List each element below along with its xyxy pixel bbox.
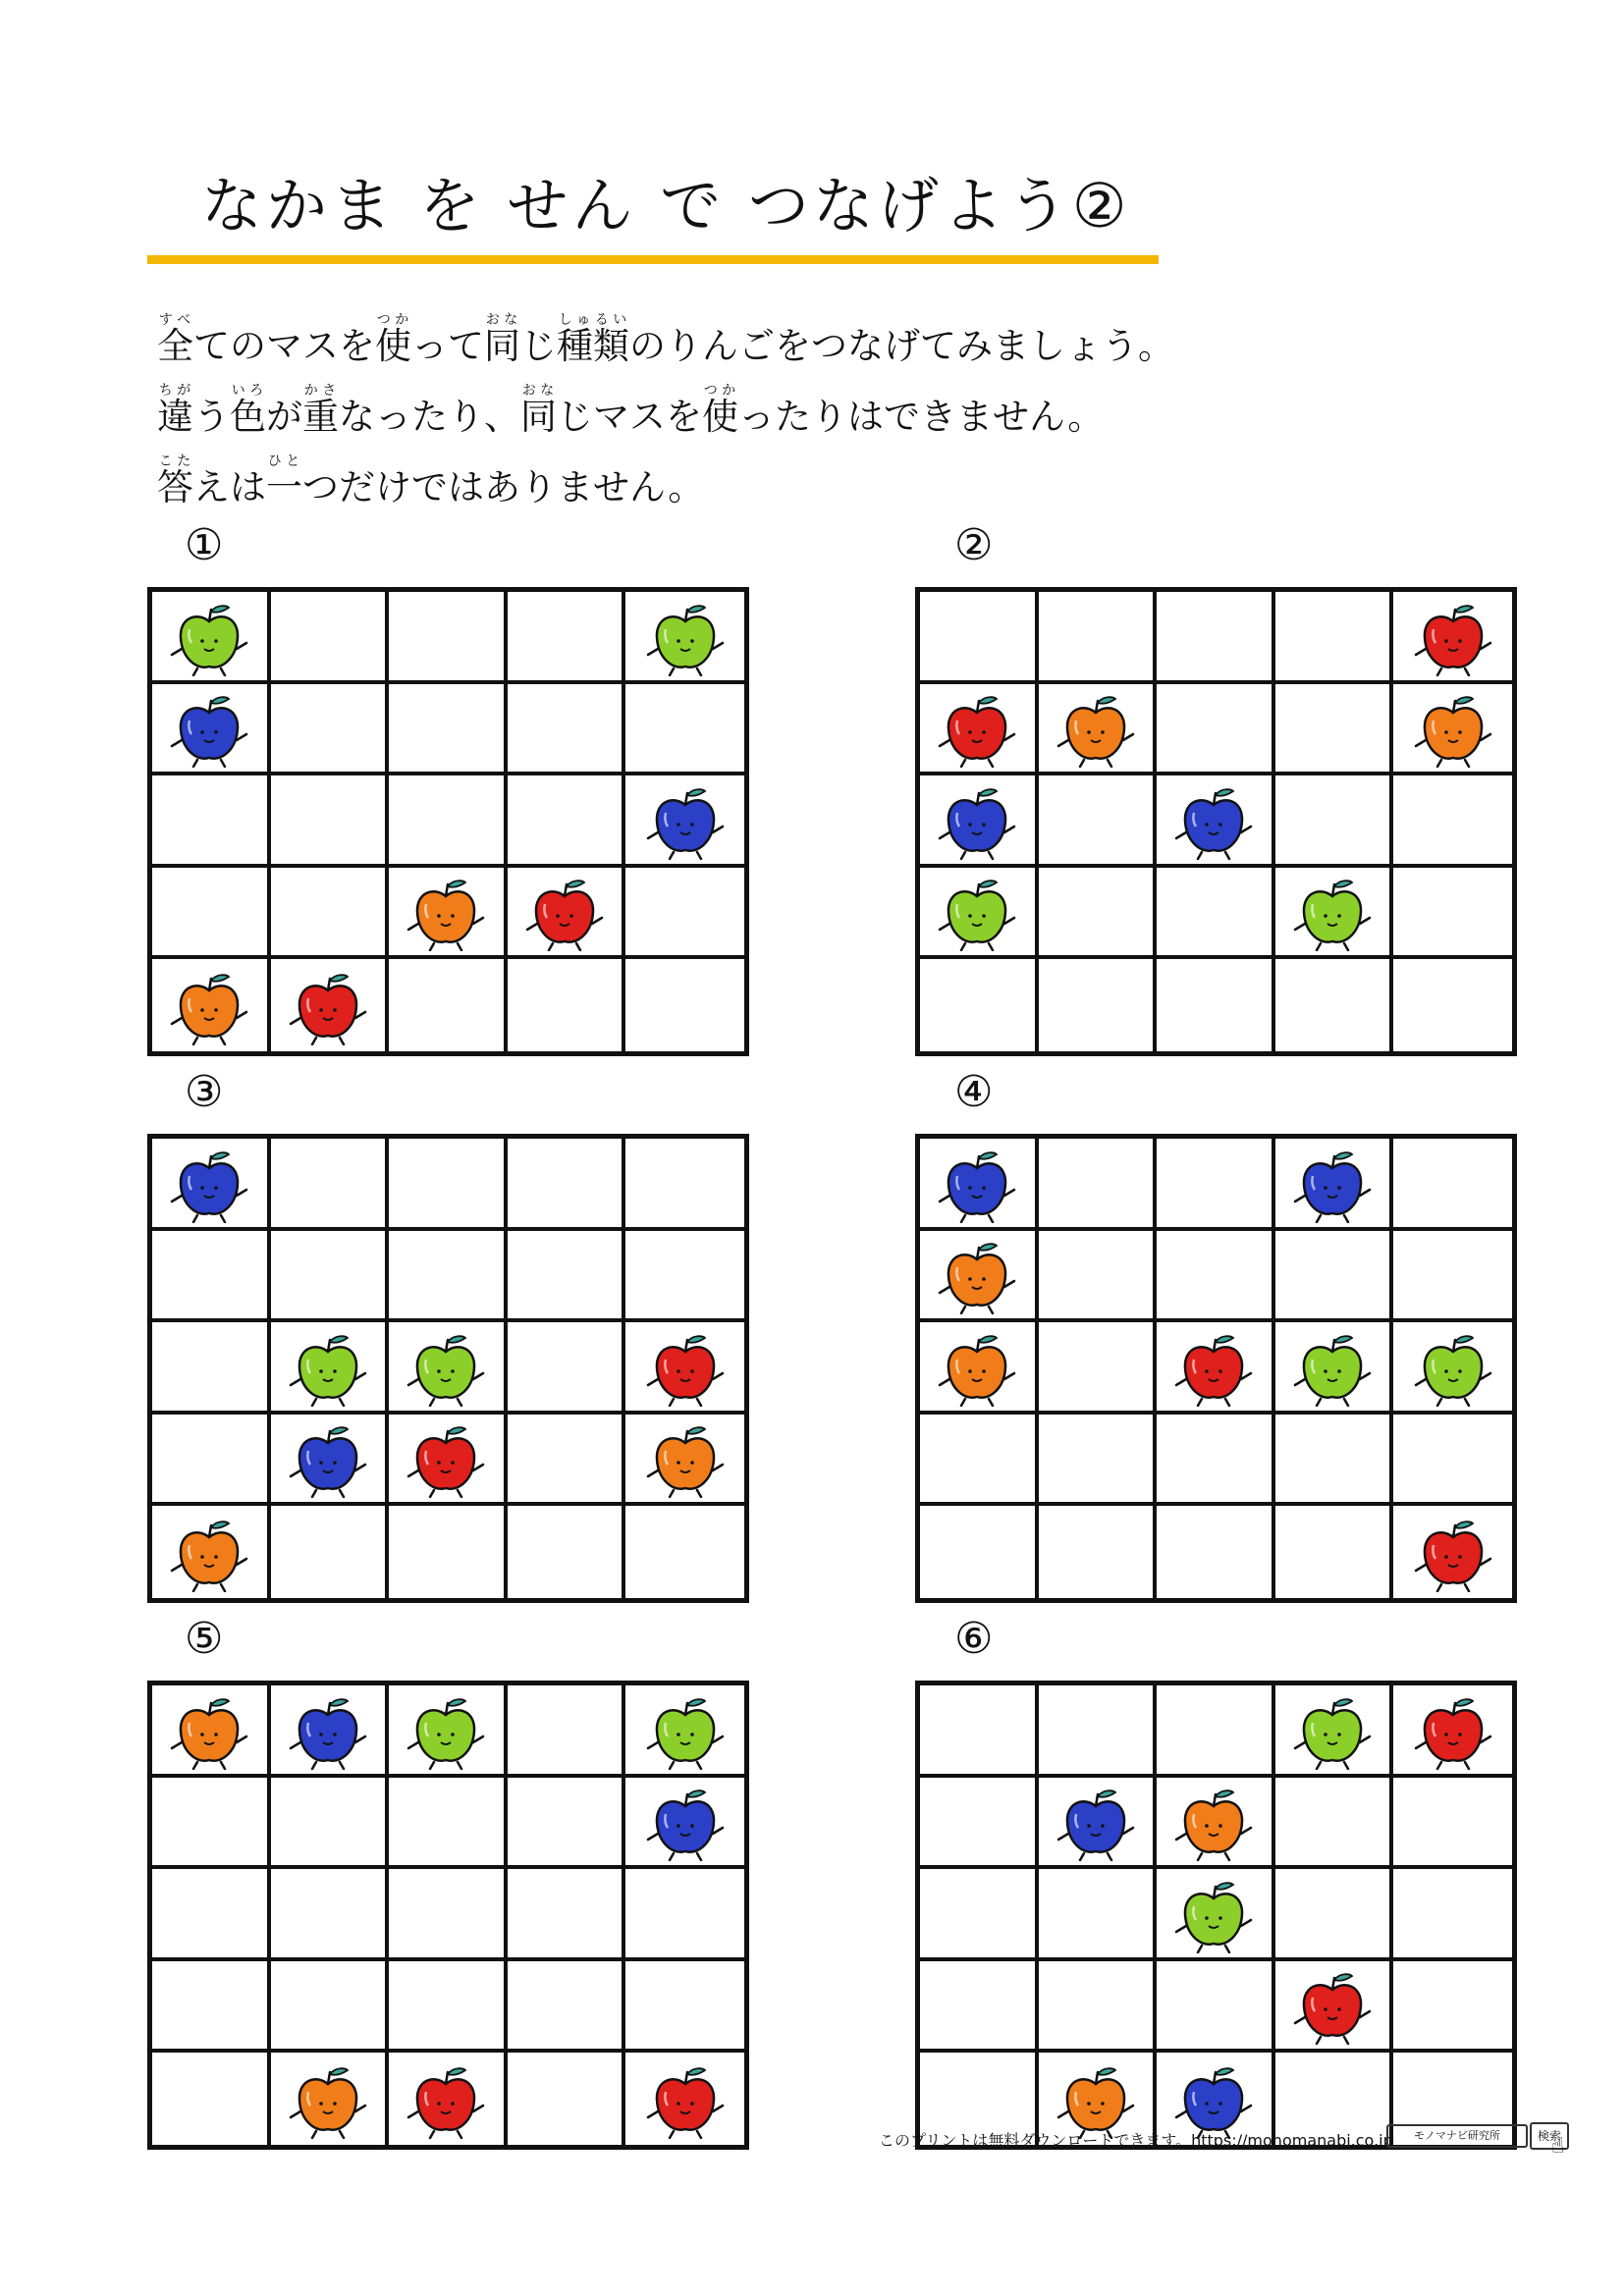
ruby-word: 違ちが (157, 383, 193, 438)
grid-cell[interactable] (1393, 1869, 1512, 1961)
grid-cell[interactable] (625, 1231, 744, 1323)
grid-cell[interactable] (625, 775, 744, 868)
grid-cell[interactable] (389, 1778, 508, 1870)
blue-apple-icon (168, 691, 250, 768)
green-apple-icon (1291, 1330, 1374, 1407)
furigana: こた (157, 454, 193, 469)
grid-cell[interactable] (1039, 868, 1158, 960)
furigana: しゅるい (557, 312, 629, 328)
grid-cell[interactable] (271, 2053, 390, 2145)
red-apple-icon (1412, 1516, 1494, 1592)
grid-cell[interactable] (508, 2053, 626, 2145)
grid-cell[interactable] (1157, 1322, 1275, 1415)
furigana: いろ (230, 383, 266, 399)
red-apple-icon (405, 1421, 487, 1498)
grid-cell[interactable] (625, 1778, 744, 1870)
furigana: すべ (157, 312, 193, 328)
ruby-word: 一ひと (266, 454, 302, 508)
blue-apple-icon (936, 783, 1018, 860)
grid-cell[interactable] (920, 1415, 1039, 1507)
grid-cell[interactable] (389, 868, 508, 960)
blue-apple-icon (168, 1147, 250, 1223)
instruction-text: なったり、 (339, 396, 520, 438)
grid-cell[interactable] (271, 684, 390, 776)
furigana: おな (520, 383, 557, 399)
grid-cell[interactable] (1039, 775, 1158, 868)
orange-apple-icon (168, 1516, 250, 1592)
furigana: ちが (157, 383, 193, 399)
grid-cell[interactable] (920, 592, 1039, 684)
instruction-text: てのマスを (193, 325, 375, 367)
blue-apple-icon (644, 783, 727, 860)
instruction-line-3 (157, 454, 704, 510)
grid-cell[interactable] (1039, 1322, 1158, 1415)
grid-cell[interactable] (625, 1961, 744, 2054)
instruction-text: つだけではありません。 (302, 466, 705, 508)
grid-cell[interactable] (1393, 1231, 1512, 1323)
grid-cell[interactable] (1393, 775, 1512, 868)
grid-cell[interactable] (508, 1322, 626, 1415)
red-apple-icon (1412, 1693, 1494, 1770)
grid-cell[interactable] (389, 1685, 508, 1778)
instruction-text: ったりはできません。 (738, 396, 1105, 438)
green-apple-icon (936, 875, 1018, 951)
grid-cell[interactable] (1039, 592, 1158, 684)
green-apple-icon (287, 1330, 369, 1407)
grid-cell[interactable] (152, 1415, 271, 1507)
grid-cell[interactable] (152, 2053, 271, 2145)
green-apple-icon (405, 1693, 487, 1770)
green-apple-icon (1172, 1877, 1255, 1953)
grid-cell[interactable] (389, 1961, 508, 2054)
grid-cell[interactable] (920, 1961, 1039, 2054)
orange-apple-icon (936, 1238, 1018, 1314)
orange-apple-icon (405, 875, 487, 951)
instruction-line-1 (157, 312, 1174, 369)
grid-cell[interactable] (152, 1685, 271, 1778)
grid-cell[interactable] (152, 868, 271, 960)
grid-cell[interactable] (1039, 1139, 1158, 1231)
grid-cell[interactable] (508, 1869, 626, 1961)
grid-cell[interactable] (508, 1415, 626, 1507)
grid-cell[interactable] (152, 592, 271, 684)
grid-cell[interactable] (271, 1322, 390, 1415)
grid-cell[interactable] (271, 1231, 390, 1323)
grid-cell[interactable] (508, 684, 626, 776)
grid-cell[interactable] (1393, 868, 1512, 960)
grid-cell[interactable] (625, 959, 744, 1051)
grid-cell[interactable] (920, 1231, 1039, 1323)
search-button[interactable]: 検索 (1530, 2122, 1569, 2150)
grid-cell[interactable] (920, 684, 1039, 776)
title-underline (147, 255, 1159, 264)
grid-cell[interactable] (508, 1778, 626, 1870)
instruction-text: が (266, 396, 302, 438)
green-apple-icon (1291, 875, 1374, 951)
grid-cell[interactable] (1157, 1778, 1275, 1870)
orange-apple-icon (936, 1330, 1018, 1407)
grid-cell[interactable] (1275, 592, 1394, 684)
grid-cell[interactable] (1157, 1231, 1275, 1323)
grid-cell[interactable] (1157, 1506, 1275, 1598)
grid-cell[interactable] (389, 1506, 508, 1598)
grid-cell[interactable] (1039, 684, 1158, 776)
puzzle-label-6: ⑥ (954, 1614, 994, 1664)
grid-cell[interactable] (508, 592, 626, 684)
grid-cell[interactable] (271, 775, 390, 868)
grid-cell[interactable] (1275, 1506, 1394, 1598)
blue-apple-icon (287, 1421, 369, 1498)
grid-cell[interactable] (389, 1415, 508, 1507)
red-apple-icon (1172, 1330, 1255, 1407)
grid-cell[interactable] (625, 1869, 744, 1961)
instruction-line-2 (157, 383, 1104, 440)
grid-cell[interactable] (920, 959, 1039, 1051)
red-apple-icon (936, 691, 1018, 768)
puzzle-label-3: ③ (185, 1067, 224, 1117)
grid-cell[interactable] (1393, 1415, 1512, 1507)
grid-cell[interactable] (1275, 1139, 1394, 1231)
grid-cell[interactable] (920, 1869, 1039, 1961)
ruby-word: 種類しゅるい (557, 312, 629, 367)
grid-cell[interactable] (920, 1778, 1039, 1870)
grid-cell[interactable] (920, 1139, 1039, 1231)
grid-cell[interactable] (271, 1139, 390, 1231)
ruby-word: 答こた (157, 454, 193, 508)
grid-cell[interactable] (389, 959, 508, 1051)
grid-cell[interactable] (920, 1685, 1039, 1778)
furigana: ひと (266, 454, 302, 469)
grid-cell[interactable] (152, 1506, 271, 1598)
grid-cell[interactable] (1275, 1685, 1394, 1778)
grid-cell[interactable] (508, 868, 626, 960)
red-apple-icon (287, 969, 369, 1045)
puzzle-label-4: ④ (954, 1067, 994, 1117)
grid-cell[interactable] (152, 775, 271, 868)
orange-apple-icon (168, 1693, 250, 1770)
ruby-word: 同おな (520, 383, 557, 438)
grid-cell[interactable] (1157, 775, 1275, 868)
grid-cell[interactable] (1393, 684, 1512, 776)
puzzle-grid-5[interactable] (147, 1681, 749, 2150)
grid-cell[interactable] (389, 592, 508, 684)
grid-cell[interactable] (152, 1139, 271, 1231)
grid-cell[interactable] (1275, 959, 1394, 1051)
puzzle-grid-3[interactable] (147, 1134, 749, 1603)
orange-apple-icon (644, 1421, 727, 1498)
grid-cell[interactable] (271, 1415, 390, 1507)
grid-cell[interactable] (389, 1322, 508, 1415)
page-title: なかま を せん で つなげよう② (201, 170, 1131, 241)
grid-cell[interactable] (389, 2053, 508, 2145)
grid-cell[interactable] (1157, 1961, 1275, 2054)
grid-cell[interactable] (152, 684, 271, 776)
grid-cell[interactable] (508, 1139, 626, 1231)
blue-apple-icon (1055, 1785, 1137, 1861)
search-box[interactable]: モノマナビ研究所 (1386, 2124, 1528, 2148)
grid-cell[interactable] (508, 1231, 626, 1323)
orange-apple-icon (1412, 691, 1494, 768)
grid-cell[interactable] (1393, 1961, 1512, 2054)
red-apple-icon (644, 1330, 727, 1407)
grid-cell[interactable] (1157, 959, 1275, 1051)
orange-apple-icon (168, 969, 250, 1045)
grid-cell[interactable] (152, 1231, 271, 1323)
grid-cell[interactable] (271, 1961, 390, 2054)
grid-cell[interactable] (508, 1506, 626, 1598)
grid-cell[interactable] (1393, 1139, 1512, 1231)
grid-cell[interactable] (271, 1778, 390, 1870)
grid-cell[interactable] (508, 1685, 626, 1778)
grid-cell[interactable] (625, 684, 744, 776)
puzzle-grid-2[interactable] (915, 587, 1517, 1056)
grid-cell[interactable] (1393, 1685, 1512, 1778)
ruby-word: 同おな (484, 312, 520, 367)
footer-note: このプリントは無料ダウンロードできます。https://monomanabi.co.jp (879, 2131, 1393, 2150)
grid-cell[interactable] (508, 1961, 626, 2054)
green-apple-icon (644, 600, 727, 676)
blue-apple-icon (1172, 783, 1255, 860)
ruby-word: 色いろ (230, 383, 266, 438)
grid-cell[interactable] (152, 959, 271, 1051)
grid-cell[interactable] (1039, 1961, 1158, 2054)
green-apple-icon (168, 600, 250, 676)
grid-cell[interactable] (1275, 1322, 1394, 1415)
red-apple-icon (1412, 600, 1494, 676)
furigana: つか (702, 383, 738, 399)
grid-cell[interactable] (1039, 1685, 1158, 1778)
grid-cell[interactable] (920, 775, 1039, 868)
puzzle-label-2: ② (954, 520, 994, 570)
instruction-text: って (411, 325, 484, 367)
instruction-text: じ (520, 325, 557, 367)
grid-cell[interactable] (1157, 868, 1275, 960)
grid-cell[interactable] (1157, 1415, 1275, 1507)
grid-cell[interactable] (389, 684, 508, 776)
grid-cell[interactable] (1393, 1322, 1512, 1415)
grid-cell[interactable] (1275, 1778, 1394, 1870)
grid-cell[interactable] (508, 775, 626, 868)
grid-cell[interactable] (625, 1139, 744, 1231)
puzzle-grid-6[interactable] (915, 1681, 1517, 2150)
orange-apple-icon (1055, 691, 1137, 768)
grid-cell[interactable] (625, 1322, 744, 1415)
furigana: かさ (302, 383, 339, 399)
grid-cell[interactable] (271, 592, 390, 684)
grid-cell[interactable] (625, 1506, 744, 1598)
blue-apple-icon (936, 1147, 1018, 1223)
ruby-word: 使つか (702, 383, 738, 438)
grid-cell[interactable] (920, 1506, 1039, 1598)
grid-cell[interactable] (1275, 684, 1394, 776)
grid-cell[interactable] (389, 1231, 508, 1323)
puzzle-label-5: ⑤ (185, 1614, 224, 1664)
blue-apple-icon (1291, 1147, 1374, 1223)
blue-apple-icon (287, 1693, 369, 1770)
orange-apple-icon (1172, 1785, 1255, 1861)
grid-cell[interactable] (1039, 1869, 1158, 1961)
instruction-text: のりんごをつなげてみましょう。 (629, 325, 1174, 367)
ruby-word: 全すべ (157, 312, 193, 367)
grid-cell[interactable] (389, 775, 508, 868)
grid-cell[interactable] (625, 1415, 744, 1507)
instruction-text: じマスを (557, 396, 702, 438)
grid-cell[interactable] (1039, 1415, 1158, 1507)
instruction-text: えは (193, 466, 266, 508)
green-apple-icon (644, 1693, 727, 1770)
grid-cell[interactable] (1039, 1506, 1158, 1598)
grid-cell[interactable] (1393, 1506, 1512, 1598)
red-apple-icon (523, 875, 606, 951)
puzzle-label-1: ① (185, 520, 224, 570)
puzzle-grid-1[interactable] (147, 587, 749, 1056)
grid-cell[interactable] (152, 1322, 271, 1415)
ruby-word: 重かさ (302, 383, 339, 438)
pointer-hand-icon: ☝ (1551, 2134, 1565, 2159)
grid-cell[interactable] (1157, 1869, 1275, 1961)
grid-cell[interactable] (1039, 959, 1158, 1051)
grid-cell[interactable] (1275, 868, 1394, 960)
grid-cell[interactable] (508, 959, 626, 1051)
grid-cell[interactable] (1275, 1415, 1394, 1507)
grid-cell[interactable] (625, 1685, 744, 1778)
grid-cell[interactable] (1393, 592, 1512, 684)
grid-cell[interactable] (1039, 1231, 1158, 1323)
grid-cell[interactable] (1275, 1231, 1394, 1323)
grid-cell[interactable] (920, 868, 1039, 960)
blue-apple-icon (644, 1785, 727, 1861)
grid-cell[interactable] (1275, 775, 1394, 868)
green-apple-icon (1412, 1330, 1494, 1407)
grid-cell[interactable] (1393, 959, 1512, 1051)
grid-cell[interactable] (1157, 1139, 1275, 1231)
grid-cell[interactable] (1275, 1961, 1394, 2054)
grid-cell[interactable] (271, 959, 390, 1051)
grid-cell[interactable] (271, 1869, 390, 1961)
red-apple-icon (644, 2062, 727, 2139)
green-apple-icon (405, 1330, 487, 1407)
instruction-text: う (193, 396, 230, 438)
grid-cell[interactable] (152, 1869, 271, 1961)
furigana: おな (484, 312, 520, 328)
grid-cell[interactable] (1275, 1869, 1394, 1961)
furigana: つか (375, 312, 411, 328)
grid-cell[interactable] (389, 1139, 508, 1231)
grid-cell[interactable] (1157, 684, 1275, 776)
red-apple-icon (1291, 1968, 1374, 2045)
grid-cell[interactable] (271, 868, 390, 960)
grid-cell[interactable] (1157, 1685, 1275, 1778)
grid-cell[interactable] (1393, 1778, 1512, 1870)
grid-cell[interactable] (625, 2053, 744, 2145)
grid-cell[interactable] (625, 592, 744, 684)
grid-cell[interactable] (920, 1322, 1039, 1415)
red-apple-icon (405, 2062, 487, 2139)
orange-apple-icon (287, 2062, 369, 2139)
grid-cell[interactable] (389, 1869, 508, 1961)
grid-cell[interactable] (152, 1961, 271, 2054)
grid-cell[interactable] (625, 868, 744, 960)
puzzle-grid-4[interactable] (915, 1134, 1517, 1603)
grid-cell[interactable] (271, 1506, 390, 1598)
grid-cell[interactable] (1039, 1778, 1158, 1870)
grid-cell[interactable] (271, 1685, 390, 1778)
grid-cell[interactable] (152, 1778, 271, 1870)
ruby-word: 使つか (375, 312, 411, 367)
grid-cell[interactable] (1157, 592, 1275, 684)
green-apple-icon (1291, 1693, 1374, 1770)
